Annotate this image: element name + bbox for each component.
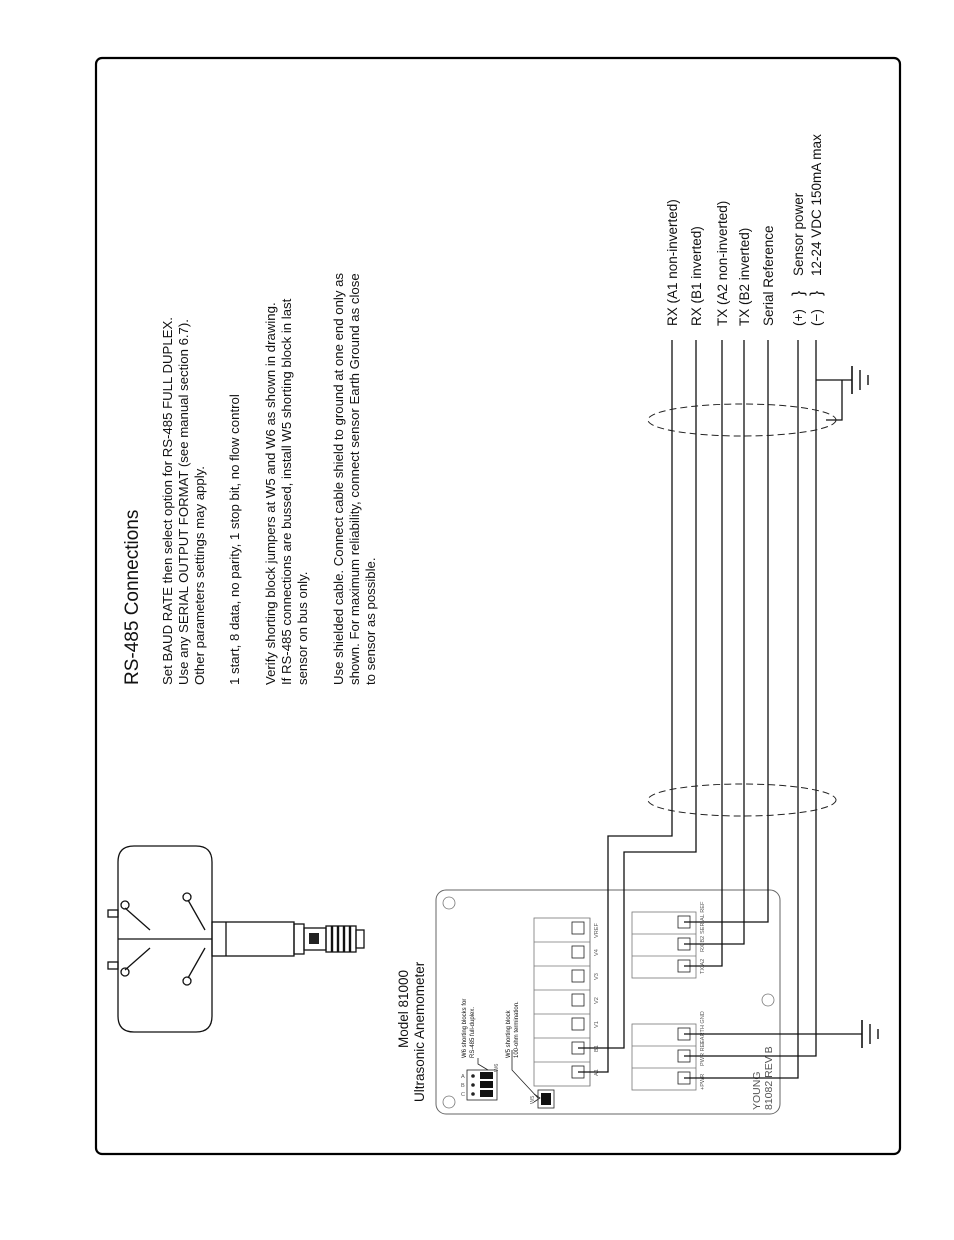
instruction-line: Other parameters settings may apply.	[192, 466, 207, 685]
wire-label-rx-b1	[689, 226, 704, 326]
sensor-power-spec	[809, 134, 824, 276]
terminal-vref-label: VREF	[594, 923, 600, 938]
terminal-earth-gnd-label: EARTH GND	[700, 1011, 706, 1044]
terminal-v1-label: V1	[594, 1021, 600, 1028]
w6-label: W6	[494, 1063, 500, 1072]
polarity-minus: (−)	[809, 309, 824, 326]
wire-label-tx-b2	[737, 228, 752, 326]
wire-label: RX (B1 inverted)	[689, 226, 704, 326]
w5-note-line: 100-ohm termination.	[514, 1001, 520, 1058]
brace-icon	[790, 290, 807, 296]
instructions-block	[122, 273, 378, 685]
wire-label-rx-a1	[665, 199, 680, 326]
instruction-line: sensor on bus only.	[295, 571, 310, 685]
wire-label: TX (B2 inverted)	[737, 227, 752, 326]
board-brand-text: YOUNG	[751, 1071, 763, 1110]
terminal-v3-label: V3	[594, 973, 600, 980]
model-name: Ultrasonic Anemometer	[412, 961, 427, 1102]
polarity-plus: (+)	[791, 309, 806, 326]
instruction-line: shown. For maximum reliability, connect sensor Earth Ground as close	[347, 273, 362, 685]
jumper-a-label: A	[461, 1074, 465, 1080]
sensor-power-label	[791, 192, 806, 276]
model-label	[396, 970, 411, 1048]
wire-label-tx-a2	[715, 201, 730, 326]
instruction-line: Verify shorting block jumpers at W5 and W6 as shown in drawing.	[263, 302, 278, 685]
model-description	[412, 961, 427, 1102]
terminal-serial-ref-label: SERIAL REF	[700, 901, 706, 934]
instruction-line: If RS-485 connections are bussed, install W5 shorting block in last	[279, 298, 294, 685]
terminal-tx-label: TX A2	[700, 958, 706, 974]
anemometer-icon	[108, 846, 364, 1032]
page-title: RS-485 Connections	[122, 509, 143, 685]
power-plus-label	[791, 309, 806, 326]
w5-label: W5	[530, 1095, 536, 1104]
jumper-c-label: C	[461, 1092, 466, 1098]
wire-label: RX (A1 non-inverted)	[665, 199, 680, 326]
instruction-line: Use any SERIAL OUTPUT FORMAT (see manual section 6.7).	[176, 319, 191, 685]
terminal-b1-label: B1	[594, 1045, 600, 1052]
w5-note-line: W5 shorting block	[506, 1010, 512, 1058]
board-part-number: 81082 REV B	[763, 1046, 775, 1110]
svg-text:}: }	[808, 290, 825, 296]
wire-label: TX (A2 non-inverted)	[715, 200, 730, 326]
cable-shield-icon	[648, 404, 836, 436]
terminal-pwr-label: +PWR	[700, 1073, 706, 1090]
instruction-line: 1 start, 8 data, no parity, 1 stop bit, no flow control	[227, 394, 242, 685]
terminal-rx-label: RX B2	[700, 935, 706, 952]
brace-icon	[808, 290, 825, 296]
jumper-b-label: B	[461, 1083, 465, 1089]
terminal-v4-label: V4	[594, 949, 600, 956]
earth-ground-icon	[862, 1020, 878, 1048]
sensor-power-text: Sensor power	[791, 192, 806, 276]
model-number: Model 81000	[396, 969, 411, 1048]
power-minus-label	[809, 309, 824, 326]
wire-tx-a2	[684, 340, 722, 966]
earth-ground-icon	[852, 366, 868, 394]
instruction-line: Use shielded cable. Connect cable shield to ground at one end only as	[331, 272, 346, 685]
instruction-line: Set BAUD RATE then select option for RS-485 FULL DUPLEX.	[160, 317, 175, 685]
wire-label-serial-ref	[761, 225, 776, 326]
instruction-line: to sensor as possible.	[363, 557, 378, 685]
w6-note-line: W6 shorting blocks for	[462, 998, 468, 1058]
terminal-pwr-ref-label: PWR REF	[700, 1040, 706, 1066]
cable-shield-icon	[648, 784, 836, 816]
terminal-a1-label: A1	[594, 1069, 600, 1076]
sensor-power-spec-text: 12-24 VDC 150mA max	[809, 134, 824, 276]
svg-text:}: }	[790, 290, 807, 296]
wire-tx-b2	[684, 340, 744, 944]
w6-note-line: RS-485 full-duplex.	[470, 1006, 476, 1058]
terminal-v2-label: V2	[594, 997, 600, 1004]
wire-label: Serial Reference	[761, 225, 776, 326]
analog-terminal-strip	[534, 918, 600, 1086]
